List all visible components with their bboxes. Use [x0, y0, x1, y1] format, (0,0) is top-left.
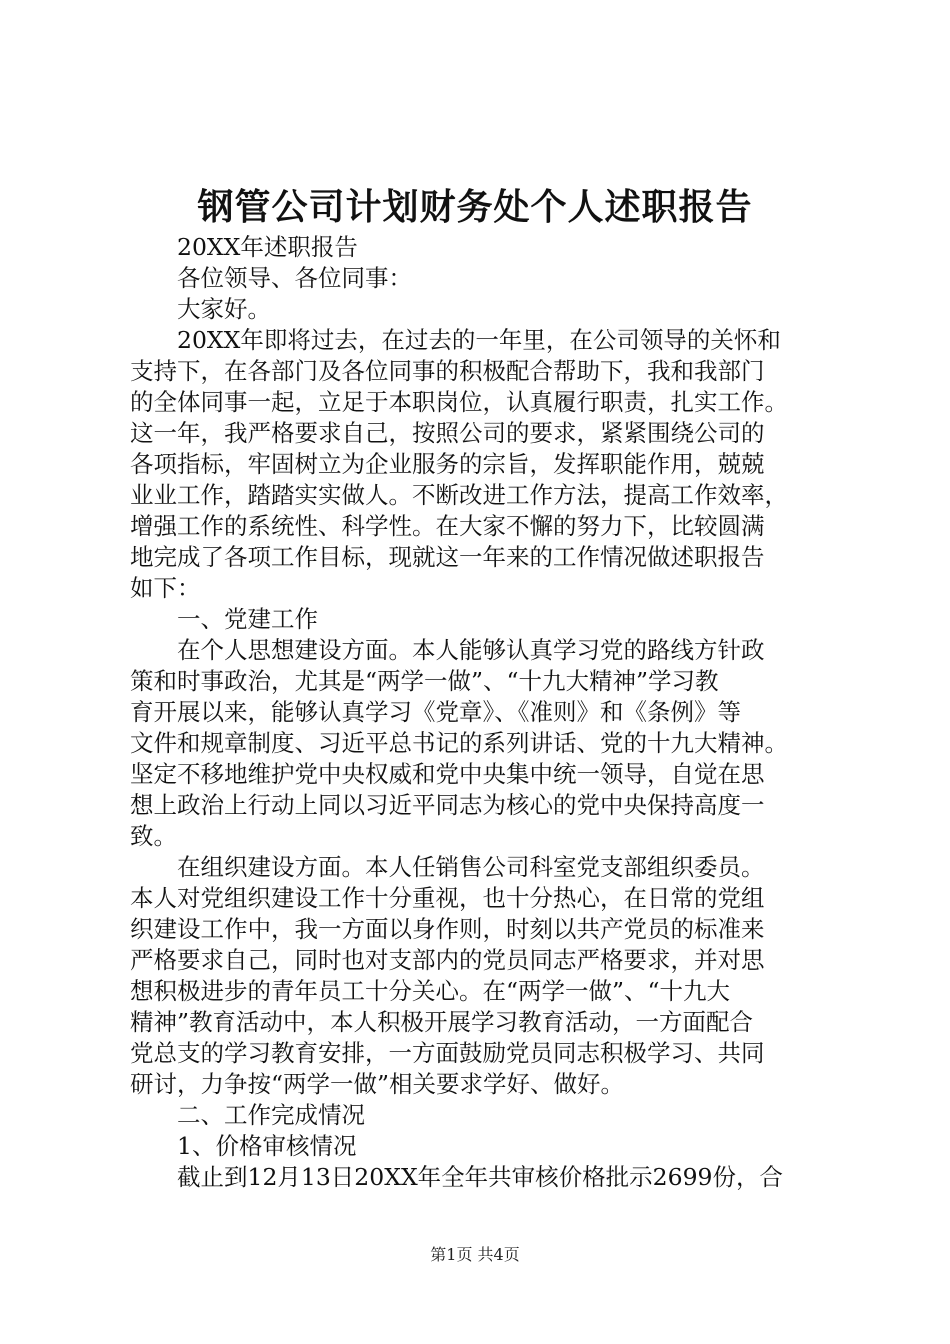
text-line: 研讨，力争按“两学一做”相关要求学好、做好。 [130, 1070, 625, 1098]
text-line: 二、工作完成情况 [177, 1101, 365, 1129]
text-line: 在个人思想建设方面。本人能够认真学习党的路线方针政 [177, 636, 765, 664]
text-line: 精神”教育活动中，本人积极开展学习教育活动，一方面配合 [130, 1008, 754, 1036]
text-line: 这一年，我严格要求自己，按照公司的要求，紧紧围绕公司的 [130, 419, 765, 447]
text-line: 育开展以来，能够认真学习《党章》、《准则》和《条例》等 [130, 698, 741, 726]
text-line: 1、价格审核情况 [177, 1132, 357, 1160]
text-line: 本人对党组织建设工作十分重视，也十分热心，在日常的党组 [130, 884, 765, 912]
text-line: 想积极进步的青年员工十分关心。在“两学一做”、“十九大 [130, 977, 731, 1005]
text-line: 策和时事政治，尤其是“两学一做”、“十九大精神”学习教 [130, 667, 719, 695]
text-line: 党总支的学习教育安排，一方面鼓励党员同志积极学习、共同 [130, 1039, 765, 1067]
text-line: 想上政治上行动上同以习近平同志为核心的党中央保持高度一 [130, 791, 765, 819]
text-line: 各项指标，牢固树立为企业服务的宗旨，发挥职能作用，兢兢 [130, 450, 765, 478]
text-line: 文件和规章制度、习近平总书记的系列讲话、党的十九大精神。 [130, 729, 788, 757]
text-line: 织建设工作中，我一方面以身作则，时刻以共产党员的标准来 [130, 915, 765, 943]
text-line: 致。 [130, 822, 177, 850]
document-title: 钢管公司计划财务处个人述职报告 [197, 186, 753, 228]
document-body [130, 232, 830, 1193]
text-line: 截止到12月13日20XX年全年共审核价格批示2699份，合 [177, 1163, 783, 1191]
text-line: 如下： [130, 574, 201, 602]
text-line: 支持下，在各部门及各位同事的积极配合帮助下，我和我部门 [130, 357, 765, 385]
text-line: 20XX年即将过去，在过去的一年里，在公司领导的关怀和 [177, 326, 781, 354]
text-line: 各位领导、各位同事： [177, 264, 412, 292]
text-line: 一、党建工作 [177, 605, 318, 633]
text-line: 严格要求自己，同时也对支部内的党员同志严格要求，并对思 [130, 946, 765, 974]
text-line: 的全体同事一起，立足于本职岗位，认真履行职责，扎实工作。 [130, 388, 788, 416]
text-line: 坚定不移地维护党中央权威和党中央集中统一领导，自觉在思 [130, 760, 765, 788]
text-line: 在组织建设方面。本人任销售公司科室党支部组织委员。 [177, 853, 765, 881]
text-line: 大家好。 [177, 295, 271, 323]
text-line: 业业工作，踏踏实实做人。不断改进工作方法，提高工作效率， [130, 481, 788, 509]
text-line: 增强工作的系统性、科学性。在大家不懈的努力下，比较圆满 [130, 512, 765, 540]
page-footer: 第1页 共4页 [430, 1245, 520, 1264]
text-line: 地完成了各项工作目标，现就这一年来的工作情况做述职报告 [130, 543, 765, 571]
text-line: 20XX年述职报告 [177, 233, 358, 261]
